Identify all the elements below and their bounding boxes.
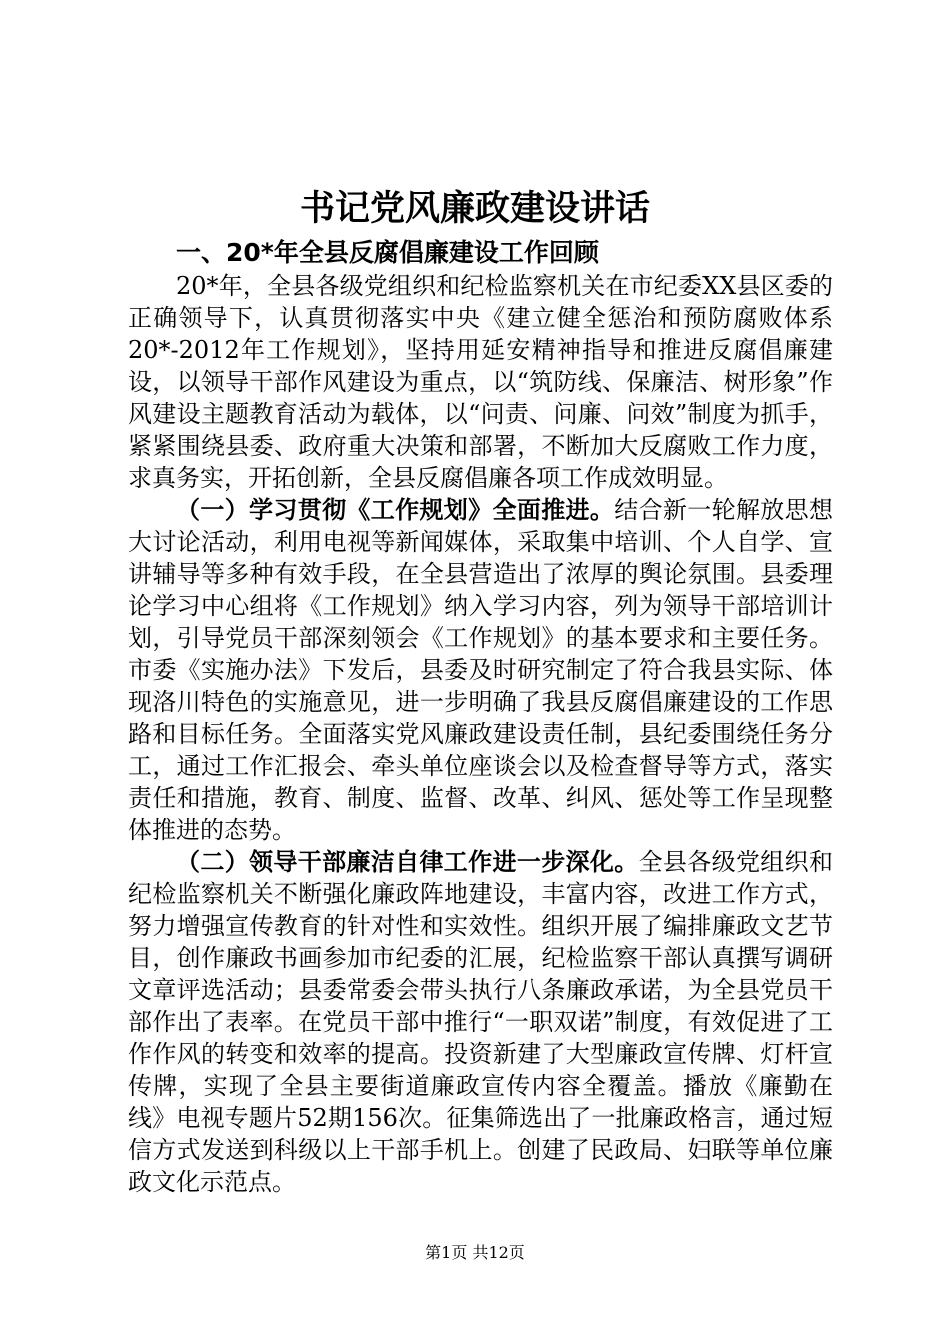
paragraph-lead: （一）学习贯彻《工作规划》全面推进。 xyxy=(176,496,615,524)
paragraph-self-discipline xyxy=(128,846,833,1198)
document-body xyxy=(128,270,833,1198)
paragraph-study-plan xyxy=(128,494,833,846)
paragraph-lead: （二）领导干部廉洁自律工作进一步深化。 xyxy=(176,848,639,876)
document-title: 书记党风廉政建设讲话 xyxy=(299,188,650,229)
paragraph-text: 20*年，全县各级党组织和纪检监察机关在市纪委XX县区委的正确领导下，认真贯彻落实中央《建立健全惩治和预防腐败体系20*-2012年工作规划》，坚持用延安精神指导和推进反腐倡廉建设，以领导干部作风建设为重点，以“筑防线、保廉洁、树形象”作风建设主题教育活动为载体，以“问责、问廉、问效”制度为抓手，紧紧围绕县委、政府重大决策和部署，不断加大反腐败工作力度，求真务实，开拓创新，全县反腐倡廉各项工作成效明显。 xyxy=(128,272,833,492)
section-heading: 一、20*年全县反腐倡廉建设工作回顾 xyxy=(176,238,599,267)
page-footer: 第1页 共12页 xyxy=(425,1243,525,1262)
paragraph-intro xyxy=(128,270,833,494)
paragraph-text: 全县各级党组织和纪检监察机关不断强化廉政阵地建设，丰富内容，改进工作方式，努力增强宣传教育的针对性和实效性。组织开展了编排廉政文艺节目，创作廉政书画参加市纪委的汇展，纪检监察干部认真撰写调研文章评选活动；县委常委会带头执行八条廉政承诺，为全县党员干部作出了表率。在党员干部中推行“一职双诺”制度，有效促进了工作作风的转变和效率的提高。投资新建了大型廉政宣传牌、灯杆宣传牌，实现了全县主要街道廉政宣传内容全覆盖。播放《廉勤在线》电视专题片52期156次。征集筛选出了一批廉政格言，通过短信方式发送到科级以上干部手机上。创建了民政局、妇联等单位廉政文化示范点。 xyxy=(128,848,834,1196)
paragraph-text: 结合新一轮解放思想大讨论活动，利用电视等新闻媒体，采取集中培训、个人自学、宣讲辅导等多种有效手段，在全县营造出了浓厚的舆论氛围。县委理论学习中心组将《工作规划》纳入学习内容，列为领导干部培训计划，引导党员干部深刻领会《工作规划》的基本要求和主要任务。市委《实施办法》下发后，县委及时研究制定了符合我县实际、体现洛川特色的实施意见，进一步明确了我县反腐倡廉建设的工作思路和目标任务。全面落实党风廉政建设责任制，县纪委围绕任务分工，通过工作汇报会、牵头单位座谈会以及检查督导等方式，落实责任和措施，教育、制度、监督、改革、纠风、惩处等工作呈现整体推进的态势。 xyxy=(128,496,834,844)
